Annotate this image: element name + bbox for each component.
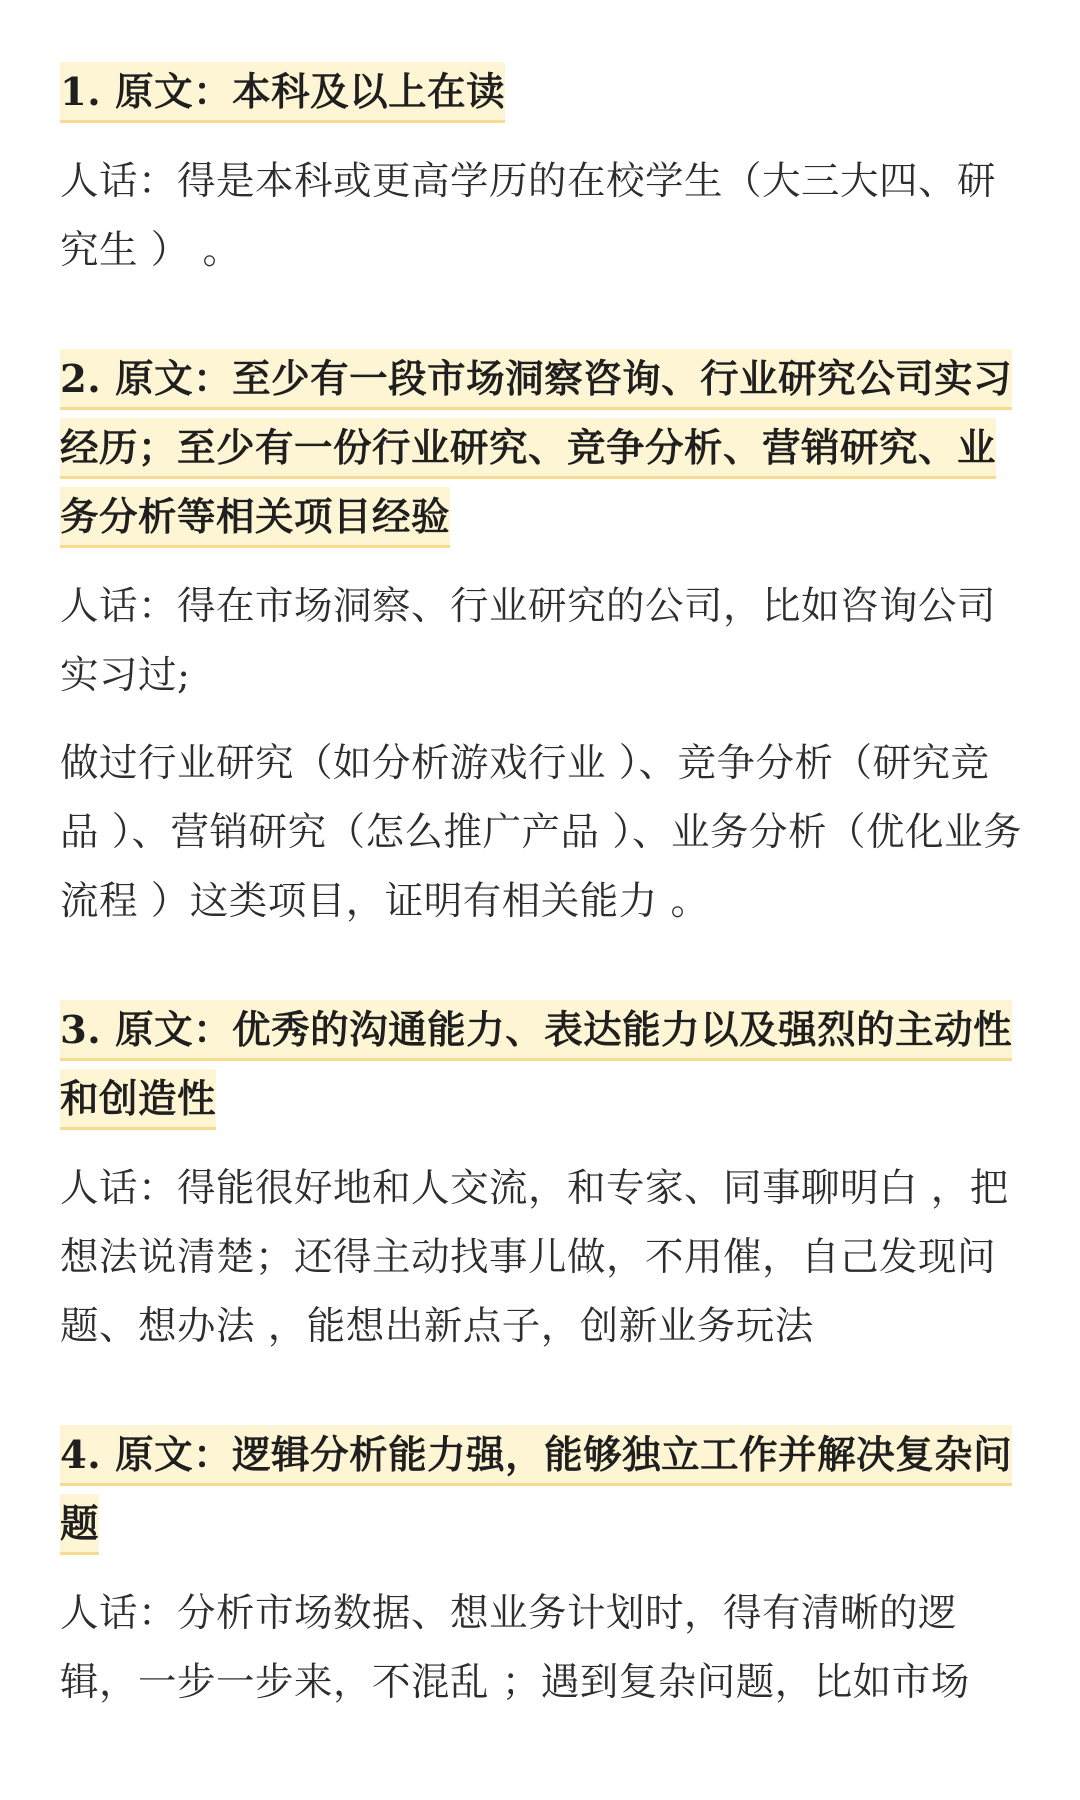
highlighted-heading-text: 4. 原文：逻辑分析能力强，能够独立工作并解决复杂问题 <box>60 1425 1012 1555</box>
section-heading <box>60 58 1026 127</box>
highlighted-heading-text: 1. 原文：本科及以上在读 <box>60 62 505 123</box>
section-heading <box>60 1421 1026 1559</box>
requirement-section-4 <box>60 1421 1026 1717</box>
requirement-section-1 <box>60 58 1026 285</box>
explanation-paragraph: 人话：得是本科或更高学历的在校学生（大三大四、研究生 ） 。 <box>60 159 997 273</box>
section-heading <box>60 345 1026 552</box>
explanation-paragraph: 人话：得能很好地和人交流，和专家、同事聊明白 ，把想法说清楚；还得主动找事儿做，不用催，自己发现问题、想办法 ，能想出新点子，创新业务玩法 <box>60 1166 1009 1349</box>
explanation-paragraph: 人话：得在市场洞察、行业研究的公司，比如咨询公司实习过; <box>60 584 997 698</box>
explanation-paragraph: 人话：分析市场数据、想业务计划时，得有清晰的逻辑，一步一步来，不混乱 ；遇到复杂问题，比如市场 <box>60 1591 970 1705</box>
requirement-section-2 <box>60 345 1026 936</box>
highlighted-heading-text: 3. 原文：优秀的沟通能力、表达能力以及强烈的主动性和创造性 <box>60 1000 1012 1130</box>
section-heading <box>60 996 1026 1134</box>
highlighted-heading-text: 2. 原文：至少有一段市场洞察咨询、行业研究公司实习经历；至少有一份行业研究、竞争分析、营销研究、业务分析等相关项目经验 <box>60 349 1012 548</box>
requirement-section-3 <box>60 996 1026 1361</box>
explanation-paragraph: 做过行业研究（如分析游戏行业 ）、竞争分析（研究竞品 ）、营销研究（怎么推广产品 ）、业务分析（优化业务流程 ）这类项目，证明有相关能力 。 <box>60 741 1022 924</box>
